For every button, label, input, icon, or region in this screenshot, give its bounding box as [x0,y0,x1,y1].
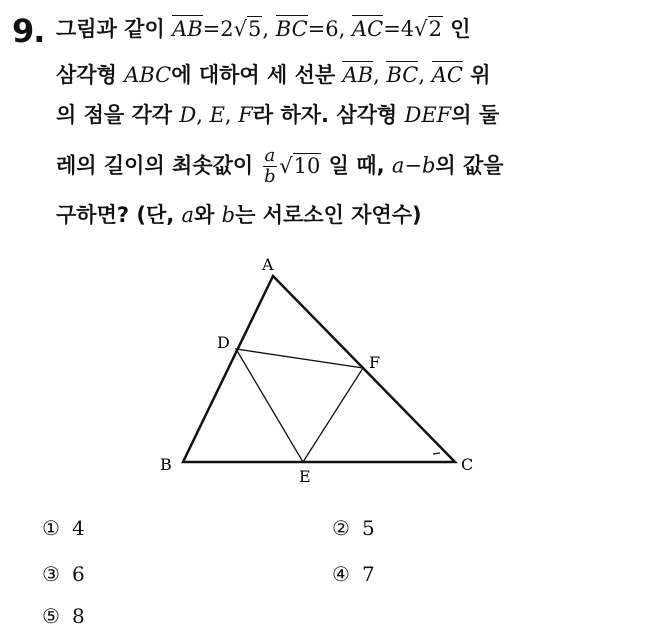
text: 에 대하여 세 선분 [171,63,343,87]
choice-value: 5 [361,516,375,540]
choice-marker: ⑤ [42,604,60,628]
choice-5[interactable] [42,604,85,628]
text: 는 서로소인 자연수) [235,203,422,227]
text: 그림과 같이 [56,17,173,41]
text: , [373,63,387,87]
segment-bc: BC [275,17,308,41]
text: 구하면? (단, [56,203,182,227]
text: 삼각형 [56,63,125,87]
question-line-2 [56,60,491,90]
radicand: 2 [428,17,442,41]
triangle-abc-outline [183,276,455,462]
question-line-3 [56,100,499,130]
label-b: B [160,455,172,474]
text: 레의 길이의 최솟값이 [56,153,261,178]
point-f: F [238,103,253,127]
point-d: D [179,103,197,127]
choice-marker: ② [332,516,350,540]
text: =2 [202,17,234,41]
label-f: F [369,353,381,372]
choice-2[interactable] [332,516,375,540]
choice-marker: ③ [42,562,60,586]
fraction [263,146,278,187]
numerator: a [264,145,276,166]
sqrt-symbol: √5 [233,17,262,41]
segment-bc: BC [386,63,419,87]
text: , [224,103,239,127]
choice-4[interactable] [332,562,375,586]
choice-marker: ④ [332,562,350,586]
sqrt-symbol: √2 [414,17,442,41]
text: 일 때, [321,153,392,178]
segment-ac: AC [431,63,463,87]
text: , [418,63,432,87]
text: 의 둘 [451,103,500,127]
choice-value: 6 [71,562,85,586]
label-e: E [299,467,311,486]
segment-ab: AB [342,63,374,87]
text: 위 [462,63,491,87]
variable-a: a [181,203,195,227]
text: =4 [383,17,415,41]
question-line-1 [56,14,471,44]
triangle-figure [150,248,490,488]
text: , [196,103,210,127]
label-a: A [262,255,274,274]
radicand: 10 [293,153,321,178]
text: , [262,17,276,41]
sqrt-symbol: √10 [279,153,321,178]
radicand: 5 [248,17,262,41]
choice-value: 7 [361,562,375,586]
text: 인 [442,17,471,41]
triangle-def: DEF [404,103,452,127]
choice-marker: ① [42,516,60,540]
text: 라 하자. 삼각형 [252,103,405,127]
text: 의 점을 각각 [56,103,180,127]
point-e: E [209,103,225,127]
denominator: b [264,166,276,187]
choice-value: 8 [71,604,85,628]
triangle-abc: ABC [124,63,172,87]
choice-value: 4 [71,516,85,540]
label-d: D [217,333,230,352]
choice-3[interactable] [42,562,85,586]
text: 의 값을 [435,153,504,178]
segment-ac: AC [351,17,384,41]
question-line-4 [56,146,504,187]
label-c: C [461,455,474,474]
question-line-5 [56,200,422,230]
angle-mark [433,453,440,454]
variable-b: b [221,203,236,227]
text: 와 [194,203,222,227]
expression: a−b [391,153,436,178]
segment-ab: AB [172,17,203,41]
question-number: 9. [12,12,45,50]
choice-1[interactable] [42,516,85,540]
triangle-def-outline [236,349,363,462]
text: =6, [307,17,352,41]
